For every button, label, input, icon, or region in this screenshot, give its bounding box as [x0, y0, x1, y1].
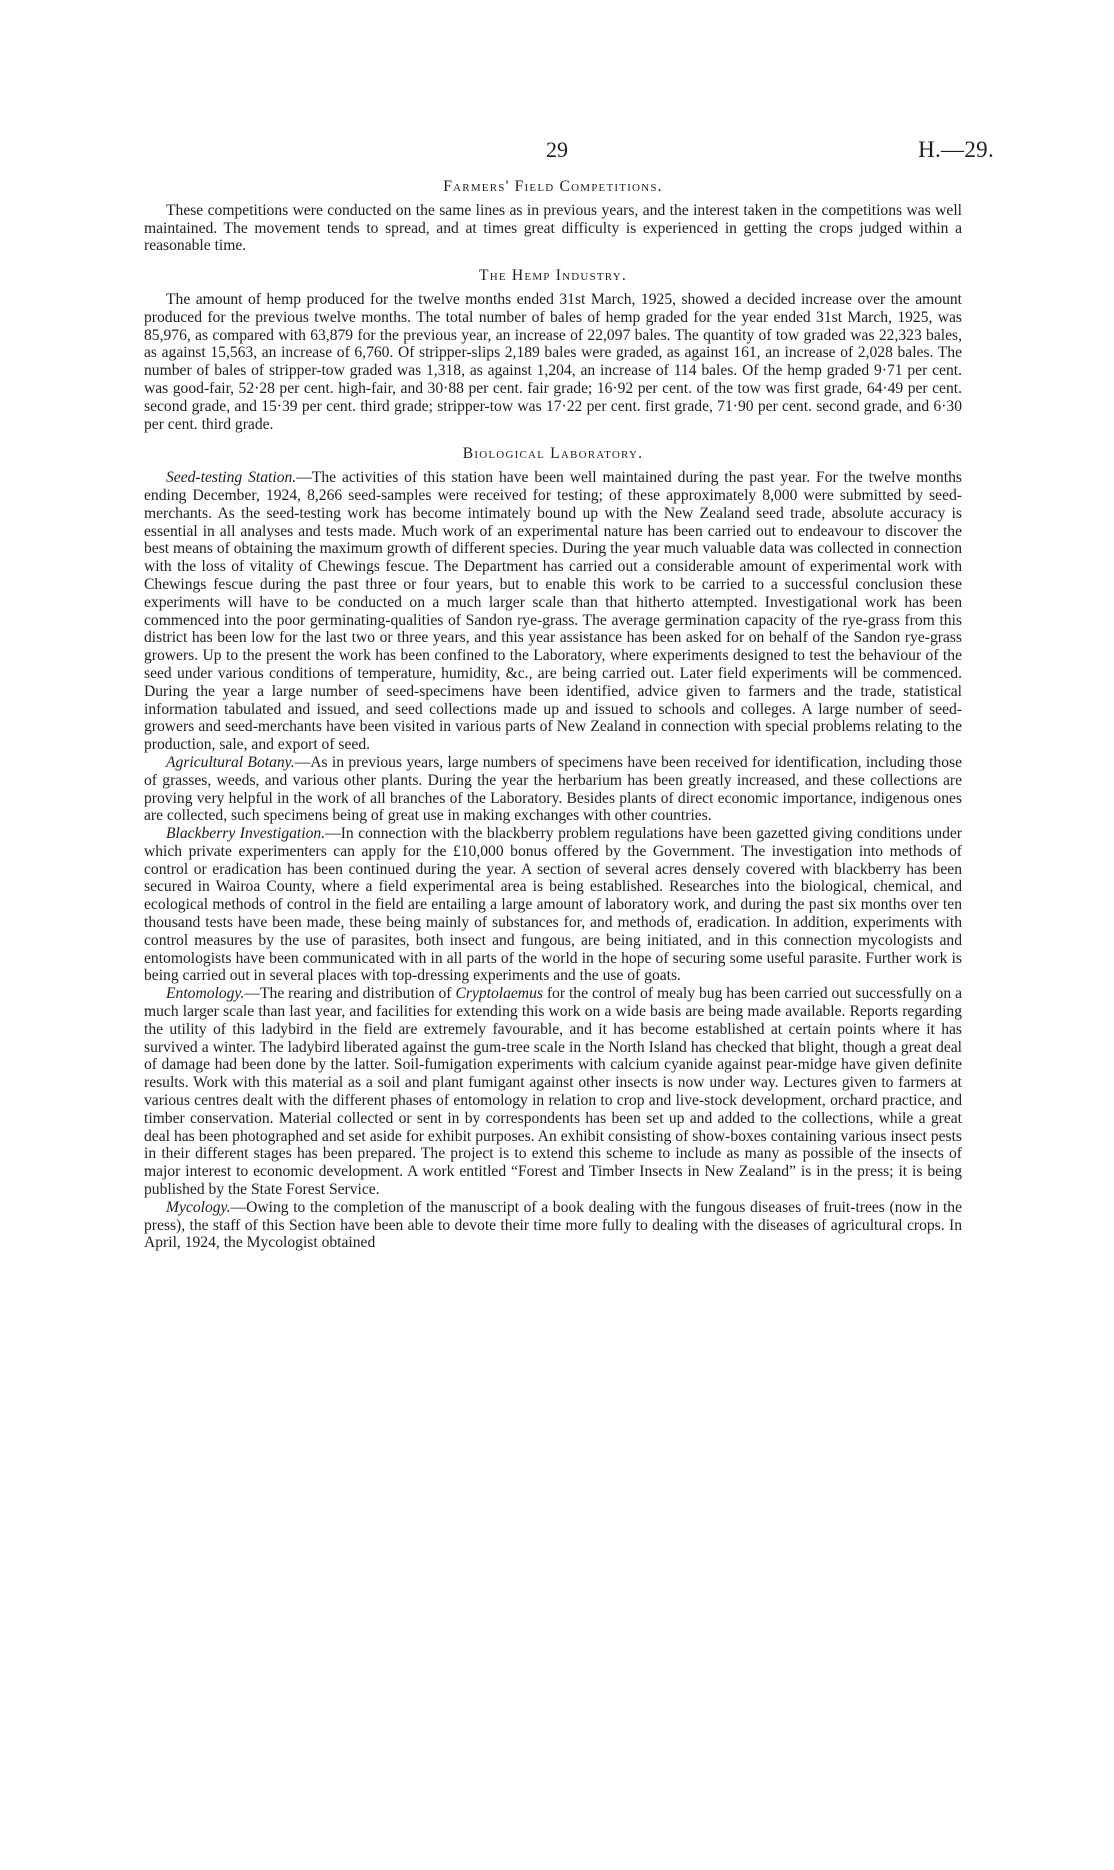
section-heading-field-competitions: Farmers' Field Competitions. [443, 178, 663, 195]
text-seed-testing: —The activities of this station have been well maintained during the past year. For the twelve months ending December, 1924, 8,266 seed-samples were received for testing; of these approximately 8,000 were submitted by seed-merchants. As the seed-testing work has become intimately bound up with the New Zealand seed trade, absolute accuracy is essential in all analyses and tests made. Much work of an experimental nature has been carried out to endeavour to discover the best means of obtaining the maximum growth of different species. During the year much valuable data was collected in connection with the loss of vitality of Chewings fescue. The Department has carried out a considerable amount of experimental work with Chewings fescue during the past three or four years, but to enable this work to be carried to a successful conclusion these experiments will have to be conducted on a much larger scale than that hitherto attempted. Investigational work has been commenced into the poor germinating-qualities of Sandon rye-grass. The average germination capacity of the rye-grass from this district has been low for the last two or three years, and this year assistance has been asked for on behalf of the Sandon rye-grass growers. Up to the present the work has been confined to the Laboratory, where experiments designed to test the behaviour of the seed under various conditions of temperature, humidity, &c., are being carried out. Later field experiments will be commenced. During the year a large number of seed-specimens have been identified, advice given to farmers and the trade, statistical information tabulated and issued, and seed collections made up and issued to schools and colleges. A large number of seed-growers and seed-merchants have been visited in various parts of New Zealand in connection with special problems relating to the production, sale, and export of seed. [144, 469, 962, 754]
paragraph-mycology [144, 1199, 962, 1252]
paragraph-hemp-industry: The amount of hemp produced for the twelve months ended 31st March, 1925, showed a decided increase over the amount produced for the previous twelve months. The total number of bales of hemp graded for the year ended 31st March, 1925, was 85,976, as compared with 63,879 for the previous year, an increase of 22,097 bales. The quantity of tow graded was 22,323 bales, as against 15,563, an increase of 6,760. Of stripper-slips 2,189 bales were graded, as against 161, an increase of 2,028 bales. The number of bales of stripper-tow graded was 1,318, as against 1,204, an increase of 114 bales. Of the hemp graded 9·71 per cent. was good-fair, 52·28 per cent. high-fair, and 30·88 per cent. fair grade; 16·92 per cent. of the tow was first grade, 64·49 per cent. second grade, and 15·39 per cent. third grade; stripper-tow was 17·22 per cent. first grade, 71·90 per cent. second grade, and 6·30 per cent. third grade. [144, 290, 962, 433]
paragraph-seed-testing [144, 469, 962, 754]
paragraph-entomology [144, 985, 962, 1199]
subheading-mycology: Mycology. [166, 1198, 231, 1216]
subheading-entomology: Entomology. [166, 985, 245, 1003]
document-reference: H.—29. [918, 137, 994, 162]
subheading-blackberry: Blackberry Investigation. [166, 825, 326, 843]
subheading-seed-testing: Seed-testing Station. [166, 469, 297, 487]
paragraph-agricultural-botany [144, 754, 962, 825]
species-name: Cryptolaemus [455, 985, 543, 1003]
paragraph-blackberry [144, 825, 962, 985]
text-agricultural-botany: —As in previous years, large numbers of specimens have been received for identification, including those of grasses, weeds, and various other plants. During the year the herbarium has been greatly increased, and these collections are proving very helpful in the work of all branches of the Laboratory. Besides plants of direct economic importance, indigenous ones are collected, such specimens being of great use in making exchanges with other countries. [144, 753, 962, 825]
page-number: 29 [546, 137, 568, 162]
paragraph-field-competitions: These competitions were conducted on the same lines as in previous years, and the interest taken in the competitions was well maintained. The movement tends to spread, and at times great difficulty is experienced in getting the crops judged within a reasonable time. [144, 201, 962, 255]
text-mycology: —Owing to the completion of the manuscript of a book dealing with the fungous diseases of fruit-trees (now in the press), the staff of this Section have been able to devote their time more fully to dealing with the diseases of agricultural crops. In April, 1924, the Mycologist obtained [144, 1198, 962, 1252]
text-blackberry: —In connection with the blackberry problem regulations have been gazetted giving conditions under which private experimenters can apply for the £10,000 bonus offered by the Government. The investigation into methods of control or eradication has been continued during the year. A section of several acres densely covered with blackberry has been secured in Wairoa County, where a field experimental area is being established. Researches into the biological, chemical, and ecological methods of control in the field are entailing a large amount of laboratory work, and during the past six months over ten thousand tests have been made, these being mainly of substances for, and methods of, eradication. In addition, experiments with control measures by the use of parasites, both insect and fungous, are being initiated, and in this connection mycologists and entomologists have been communicated with in all parts of the world in the hope of securing some useful parasite. Further work is being carried out in several places with top-dressing experiments and the use of goats. [144, 825, 962, 985]
section-heading-hemp-industry: The Hemp Industry. [479, 267, 627, 285]
text-entomology-part2: for the control of mealy bug has been carried out successfully on a much larger scale than last year, and facilities for extending this work on a wide basis are being made available. Reports regarding the utility of this ladybird in the field are extremely favourable, and it has become established at certain points where it has survived a winter. The ladybird liberated against the gum-tree scale in the North Island has checked that blight, though a great deal of damage had been done by the latter. Soil-fumigation experiments with calcium cyanide against pear-midge have given definite results. Work with this material as a soil and plant fumigant against other insects is now under way. Lectures given to farmers at various centres dealt with the different phases of entomology in relation to crop and live-stock development, orchard practice, and timber conservation. Material collected or sent in by correspondents has been set up and added to the collections, while a great deal has been photographed and set aside for exhibit purposes. An exhibit consisting of show-boxes containing various insect pests in their different stages has been prepared. The project is to extend this scheme to include as many as possible of the insects of major interest to economic development. A work entitled “Forest and Timber Insects in New Zealand” is in the press; it is being published by the State Forest Service. [144, 985, 962, 1199]
subheading-agricultural-botany: Agricultural Botany. [166, 753, 295, 771]
text-entomology-part1: —The rearing and distribution of [244, 985, 456, 1003]
page-body [144, 178, 962, 1252]
section-heading-biological-laboratory: Biological Laboratory. [462, 445, 644, 463]
